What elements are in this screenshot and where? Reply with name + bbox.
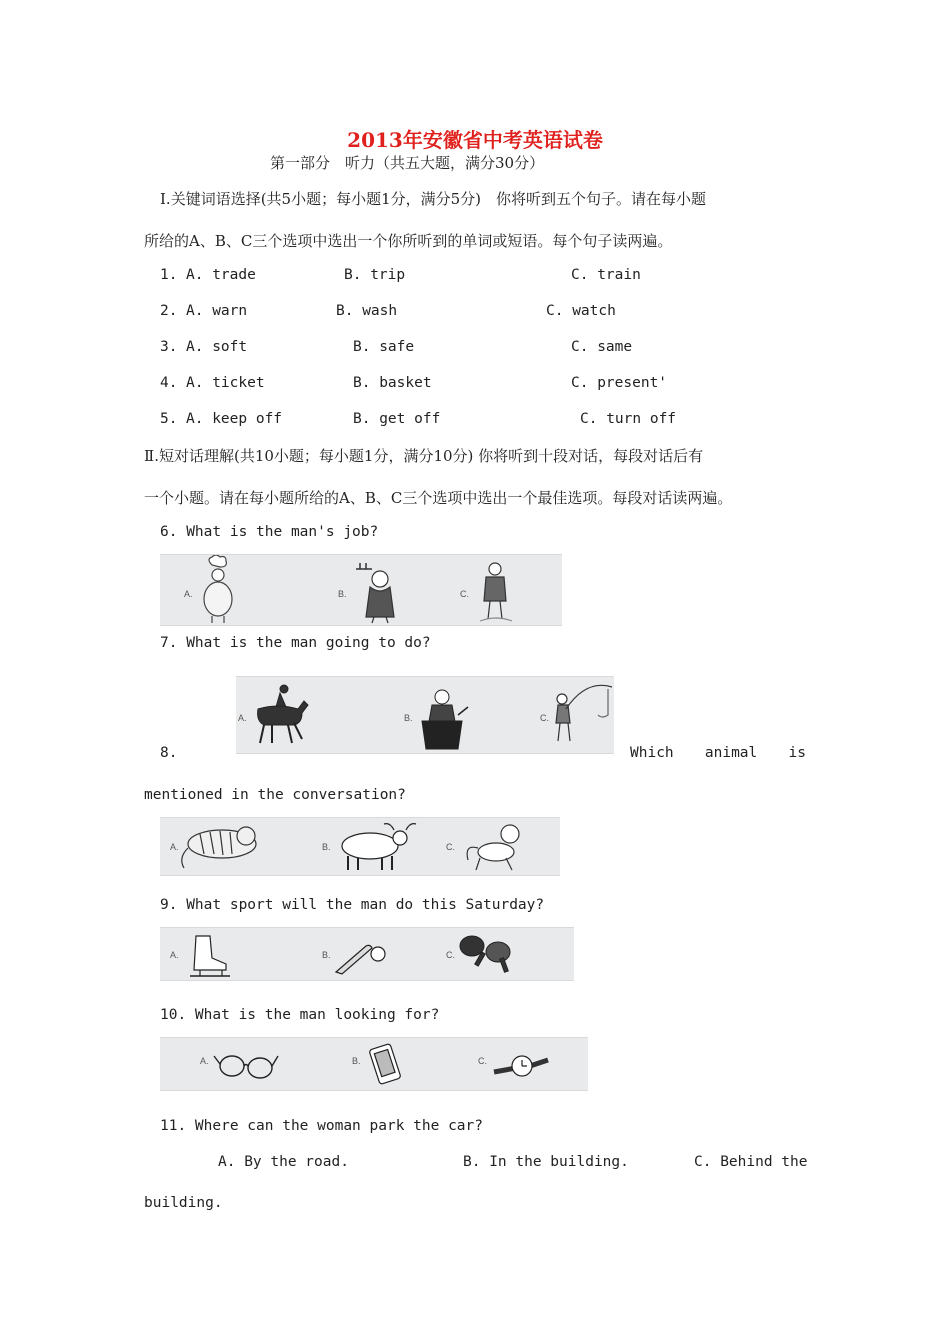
podium-speech-icon [422, 690, 468, 749]
q8-word-2: animal [704, 745, 758, 761]
question-9-picture-strip [160, 927, 574, 981]
question-11: 11. Where can the woman park the car? [160, 1118, 484, 1134]
q9-label-a: A. [170, 950, 179, 960]
item-4-option-c: C. present' [571, 375, 668, 391]
q11-option-b: B. In the building. [463, 1154, 629, 1170]
baseball-bat-icon [336, 945, 385, 974]
section2-instruction-line2: 一个小题。请在每小题所给的A、B、C三个选项中选出一个最佳选项。每段对话读两遍。 [144, 489, 733, 507]
question-8-text-start [630, 745, 806, 761]
item-5-option-b: B. get off [353, 411, 441, 427]
glasses-icon [214, 1056, 278, 1078]
item-4-option-b: B. basket [353, 375, 432, 391]
question-10-picture-strip [160, 1037, 588, 1091]
q7-label-b: B. [404, 713, 413, 723]
question-10: 10. What is the man looking for? [160, 1007, 440, 1023]
q7-label-a: A. [238, 713, 247, 723]
section1-instruction-line2: 所给的A、B、C三个选项中选出一个你所听到的单词或短语。每个句子读两遍。 [144, 232, 673, 250]
q6-label-c: C. [460, 589, 469, 599]
question-9: 9. What sport will the man do this Saturday? [160, 897, 545, 913]
item-3-number: 3. [160, 339, 178, 355]
waiter-figure-icon [356, 563, 394, 623]
q10-label-a: A. [200, 1056, 209, 1066]
horse-riding-icon [258, 685, 308, 743]
ice-skates-icon [190, 936, 230, 976]
fishing-icon [556, 685, 612, 741]
section2-instruction-line1: Ⅱ.短对话理解(共10小题；每小题1分，满分10分) 你将听到十段对话，每段对话后有 [144, 447, 704, 465]
q6-label-a: A. [184, 589, 193, 599]
chef-figure-icon [204, 555, 232, 623]
item-1-option-c: C. train [571, 267, 641, 283]
q8-word-3: is [788, 745, 806, 761]
q11-option-a: A. By the road. [218, 1154, 349, 1170]
q9-label-b: B. [322, 950, 331, 960]
item-2-option-c: C. watch [546, 303, 616, 319]
item-1-option-a: A. trade [186, 267, 256, 283]
item-3-option-b: B. safe [353, 339, 415, 355]
question-8-number: 8. [160, 745, 178, 761]
q8-word-1: Which [630, 745, 674, 761]
question-6-picture-strip [160, 554, 562, 626]
q8-label-c: C. [446, 842, 455, 852]
item-2-option-a: A. warn [186, 303, 248, 319]
q11-option-c: C. Behind the [694, 1154, 808, 1170]
businessman-figure-icon [480, 563, 512, 621]
question-8-picture-strip [160, 817, 560, 876]
item-4-number: 4. [160, 375, 178, 391]
part-heading: 第一部分 听力（共五大题，满分30分） [270, 154, 545, 172]
ping-pong-paddles-icon [460, 936, 510, 972]
wristwatch-icon [494, 1056, 548, 1076]
q9-label-c: C. [446, 950, 455, 960]
item-4-option-a: A. ticket [186, 375, 265, 391]
q8-label-a: A. [170, 842, 179, 852]
question-7: 7. What is the man going to do? [160, 635, 431, 651]
mobile-phone-icon [369, 1043, 401, 1084]
tiger-icon [182, 827, 256, 868]
item-1-option-b: B. trip [344, 267, 406, 283]
q10-label-b: B. [352, 1056, 361, 1066]
monkey-icon [467, 825, 519, 870]
item-5-number: 5. [160, 411, 178, 427]
q10-label-c: C. [478, 1056, 487, 1066]
item-2-number: 2. [160, 303, 178, 319]
section1-instruction-line1: I.关键词语选择(共5小题；每小题1分，满分5分) 你将听到五个句子。请在每小题 [160, 190, 707, 208]
q7-label-c: C. [540, 713, 549, 723]
item-3-option-a: A. soft [186, 339, 248, 355]
question-8-text-continued: mentioned in the conversation? [144, 787, 406, 803]
item-1-number: 1. [160, 267, 178, 283]
item-5-option-a: A. keep off [186, 411, 283, 427]
item-5-option-c: C. turn off [580, 411, 677, 427]
q8-label-b: B. [322, 842, 331, 852]
bull-icon [342, 824, 416, 870]
item-3-option-c: C. same [571, 339, 633, 355]
q6-label-b: B. [338, 589, 347, 599]
question-6: 6. What is the man's job? [160, 524, 379, 540]
q11-option-c-continued: building. [144, 1195, 223, 1211]
page-title: 2013年安徽省中考英语试卷 [347, 128, 603, 152]
item-2-option-b: B. wash [336, 303, 398, 319]
question-7-picture-strip [236, 676, 614, 754]
